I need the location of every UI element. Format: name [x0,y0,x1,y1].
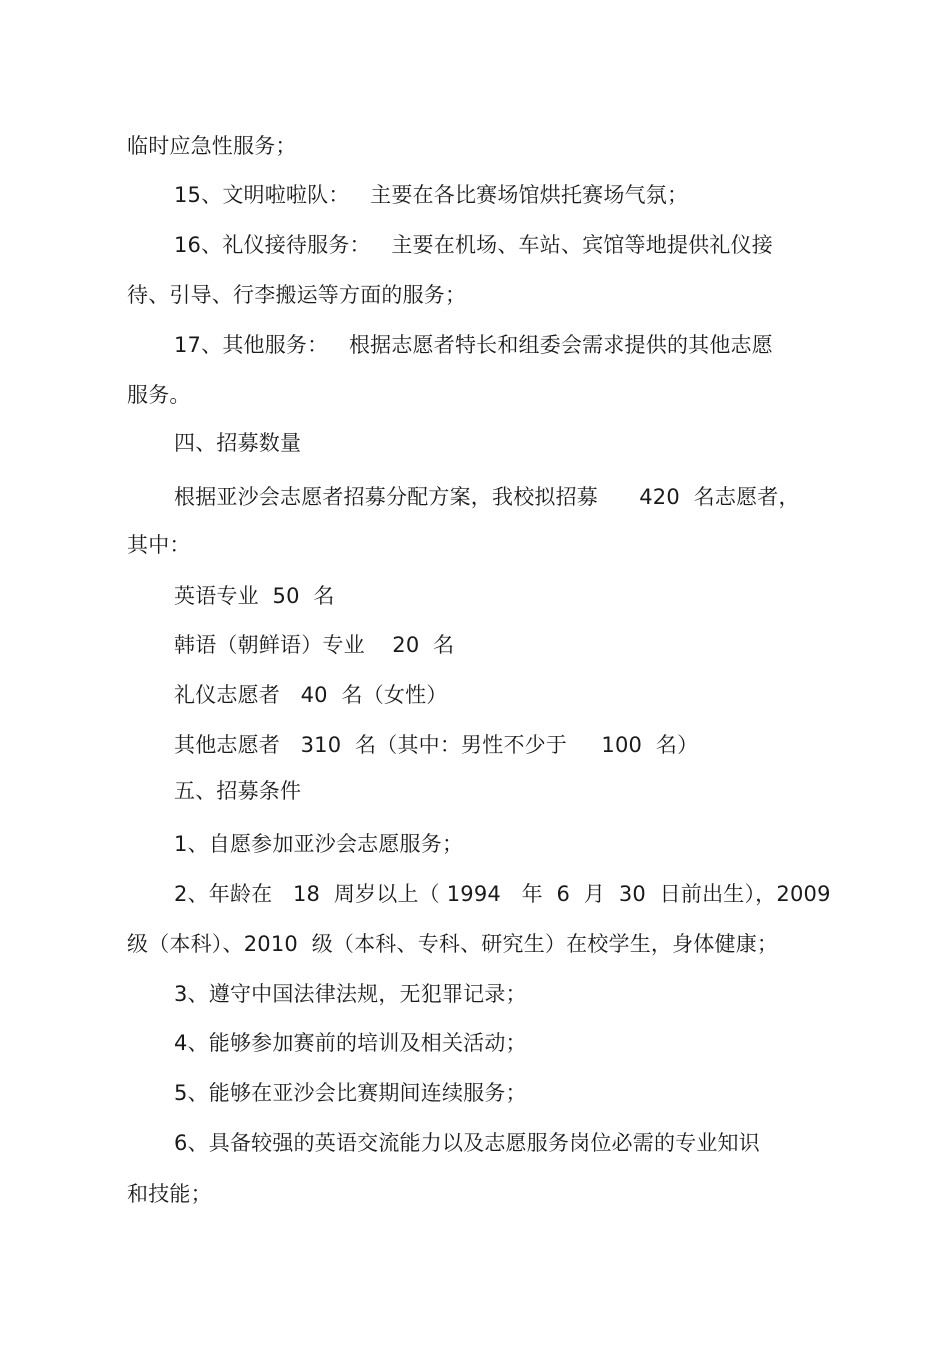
text-line: 其中： [127,533,191,557]
list-item-17: 17、其他服务： 根据志愿者特长和组委会需求提供的其他志愿 [174,333,773,357]
list-item-15: 15、文明啦啦队： 主要在各比赛场馆烘托赛场气氛； [174,183,689,207]
condition-4: 4、能够参加赛前的培训及相关活动； [174,1031,527,1055]
text-line: 待、引导、行李搬运等方面的服务； [127,283,467,307]
list-item-16: 16、礼仪接待服务： 主要在机场、车站、宾馆等地提供礼仪接 [174,233,773,257]
text-line: 和技能； [127,1182,212,1206]
text-line: 服务。 [127,383,191,407]
text-line: 级（本科）、2010 级（本科、专科、研究生）在校学生，身体健康； [127,932,779,956]
quota-english: 英语专业 50 名 [174,584,335,608]
section-heading-recruitment-conditions: 五、招募条件 [174,779,302,803]
paragraph-line: 根据亚沙会志愿者招募分配方案，我校拟招募 420 名志愿者， [174,485,800,509]
condition-1: 1、自愿参加亚沙会志愿服务； [174,832,464,856]
condition-6: 6、具备较强的英语交流能力以及志愿服务岗位必需的专业知识 [174,1131,760,1155]
condition-5: 5、能够在亚沙会比赛期间连续服务； [174,1081,527,1105]
condition-2: 2、年龄在 18 周岁以上（ 1994 年 6 月 30 日前出生），2009 [174,882,831,906]
quota-korean: 韩语（朝鲜语）专业 20 名 [174,633,455,657]
section-heading-recruitment-number: 四、招募数量 [174,431,302,455]
text-line: 临时应急性服务； [127,134,297,158]
condition-3: 3、遵守中国法律法规，无犯罪记录； [174,982,527,1006]
quota-etiquette: 礼仪志愿者 40 名（女性） [174,683,448,707]
quota-other: 其他志愿者 310 名（其中：男性不少于 100 名） [174,733,699,757]
